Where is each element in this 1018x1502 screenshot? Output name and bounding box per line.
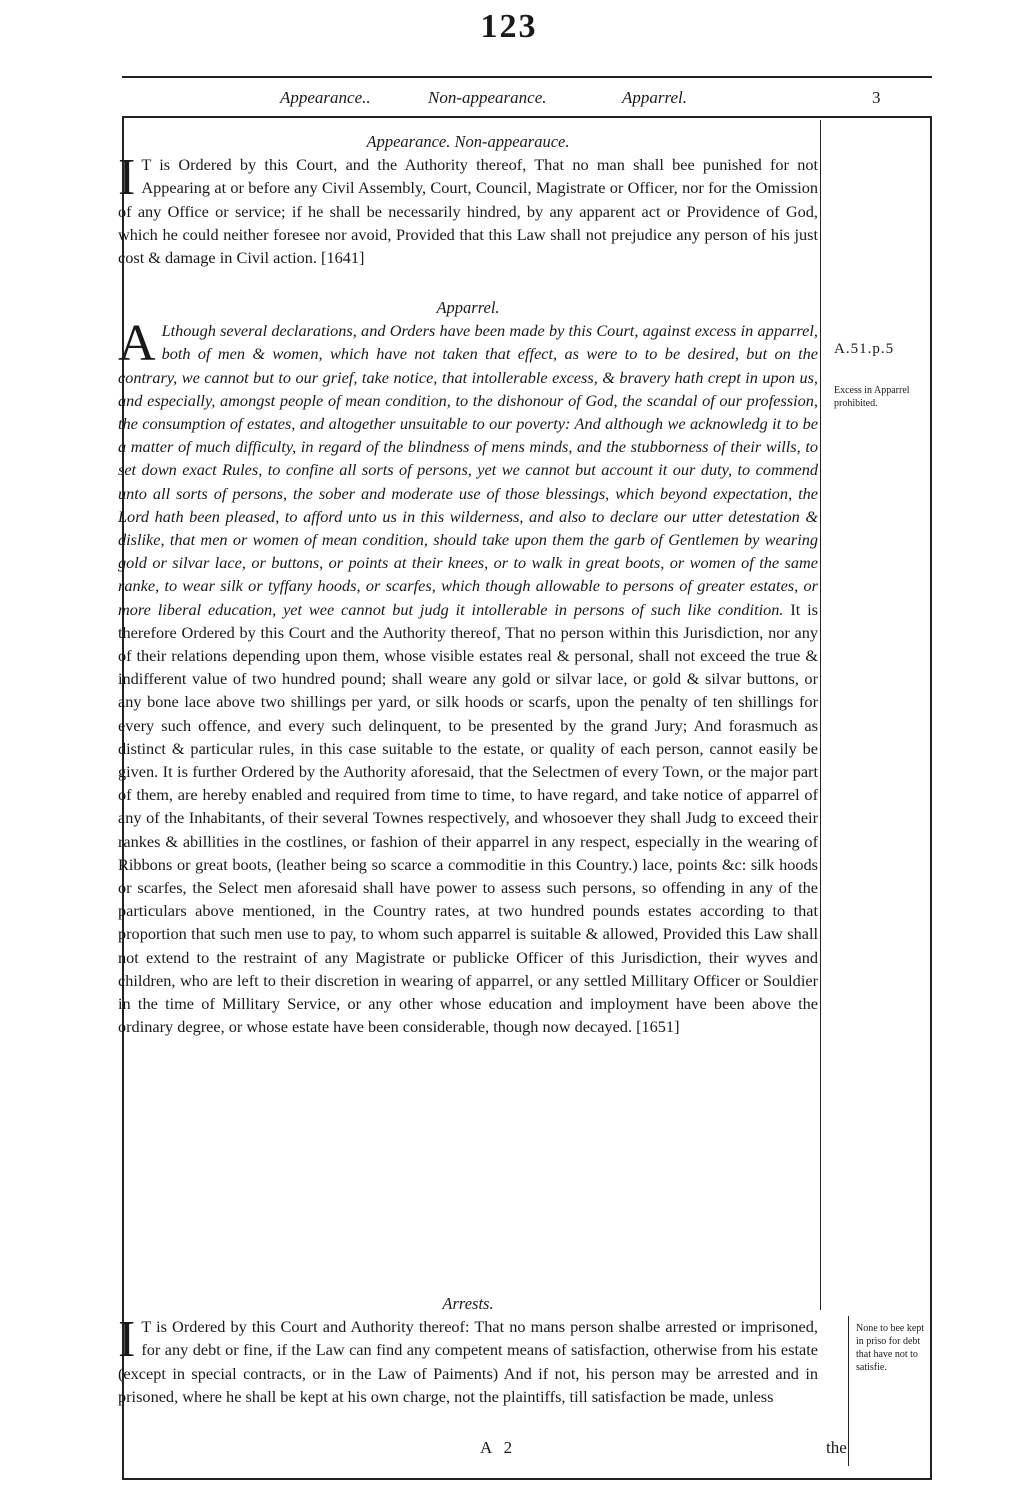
running-head (122, 88, 932, 114)
running-head-mark: 3 (872, 88, 881, 107)
drop-cap: A (118, 315, 156, 373)
section-text: It is therefore Ordered by this Court and the Authority thereof, That no person within this Jurisdiction, nor any of their relations depending upon them, whose visible estates real & personal, shall not exceed the true & indifferent value of two hundred pound; shall weare any gold or silvar lace, or gold & silvar buttons, or any bone lace above two shillings per yard, or silk hoods or scarfs, upon the penalty of ten shillings for every such offence, and every such delinquent, to be presented by the grand Jury; And forasmuch as distinct & particular rules, in this case suitable to the estate, or quality of each person, cannot easily be given. It is further Ordered by the Authority aforesaid, that the Selectmen of every Town, or the major part of them, are hereby enabled and required from time to time, to have regard, and take notice of apparrel of any of the Inhabitants, of their several Townes respectively, and whosoever they shall Judg to exceed their rankes & abillities in the costlines, or fashion of their apparrel in any respect, especially in the wearing of Ribbons or great boots, (leather being so scarce a commoditie in this Country.) lace, points &c: silk hoods or scarfes, the Select men aforesaid shall have power to assess such persons, so offending in any of the particulars above mentioned, in the Country rates, at two hundred pounds estates according to that proportion that such men use to pay, to whom such apparrel is suitable & allowed, Provided this Law shall not extend to the restraint of any Magistrate or publicke Officer of this Jurisdiction, their wyves and children, who are left to their discretion in wearing of apparrel, or any settled Millitary Officer or Souldier in the time of Millitary Service, or any other whose education and imployment have been above the ordinary degree, or whose estate have been considerable, though now decayed. [1651] (118, 599, 818, 1037)
section-arrests (118, 1292, 818, 1408)
section-apparrel (118, 296, 818, 1039)
section-appearance (118, 130, 818, 269)
margin-note-apparrel: Excess in Apparrel prohibited. (834, 385, 910, 409)
drop-cap: I (118, 149, 136, 207)
section-heading: Appearance. Non-appearauce. (366, 132, 570, 151)
section-heading: Apparrel. (436, 298, 500, 317)
section-text: T is Ordered by this Court, and the Authority thereof, That no man shall bee punished for not Appearing at or before any Civil Assembly, Court, Council, Magistrate or Officer, nor for the Omission of any Office or service; if he shall be necessarily hindred, by any apparent act or Providence of God, which he could neither foresee nor avoid, Provided that this Law shall not prejudice any person of his just cost & damage in Civil action. [1641] (118, 155, 818, 268)
margin-note-arrests: None to bee kept in priso for debt that have not to satisfie. (856, 1323, 925, 1373)
drop-cap: I (118, 1311, 136, 1369)
margin-divider (820, 120, 821, 1310)
margin-reference: A.51.p.5 (834, 341, 895, 357)
section-body (118, 315, 818, 1038)
running-head-apparrel: Apparrel. (622, 88, 688, 107)
running-head-non-appearance: Non-appearance. (428, 88, 547, 107)
section-body (118, 1311, 818, 1408)
section-text: T is Ordered by this Court and Authority thereof: That no mans person shalbe arrested or imprisoned, for any debt or fine, if the Law can find any competent means of satisfaction, otherwise from his estate (except in special contracts, or in the Law of Paiments) And if not, his person may be arrested and in prisoned, where he shall be kept at his own charge, not the plaintiffs, till satisfaction be made, unless (118, 1317, 818, 1406)
catchword: the (826, 1438, 847, 1457)
running-head-appearance: Appearance.. (280, 88, 371, 107)
signature-mark: A 2 (480, 1438, 517, 1457)
section-preamble: Lthough several declarations, and Orders have been made by this Court, against excess in apparrel, both of men & women, which have not taken that effect, as were to to be desired, but on the contrary, we cannot but to our grief, take notice, that intollerable excess, & bravery hath crept in upon us, and especially, amongst people of mean condition, to the dishonour of God, the scandal of our profession, the consumption of estates, and altogether unsuitable to our poverty: And although we acknowledg it to be a matter of much difficulty, in regard of the blindness of mens minds, and the stubborness of their wills, to set down exact Rules, to confine all sorts of persons, yet we cannot but account it our duty, to commend unto all sorts of persons, the sober and moderate use of those blessings, which beyond expectation, the Lord hath been pleased, to afford unto us in this wilderness, and also to declare our utter detestation & dislike, that men or women of mean condition, should take upon them the garb of Gentlemen by wearing gold or silvar lace, or buttons, or points at their knees, or to walk in great boots, or women of the same ranke, to wear silk or tyffany hoods, or scarfes, which though allowable to persons of greater estates, or more liberal education, yet wee cannot but judg it intollerable in persons of such like condition. (118, 321, 818, 619)
margin-divider-lower (848, 1316, 849, 1466)
page-number: 123 (480, 8, 538, 45)
section-body (118, 149, 818, 269)
top-rule (122, 76, 932, 78)
section-heading: Arrests. (442, 1294, 494, 1313)
